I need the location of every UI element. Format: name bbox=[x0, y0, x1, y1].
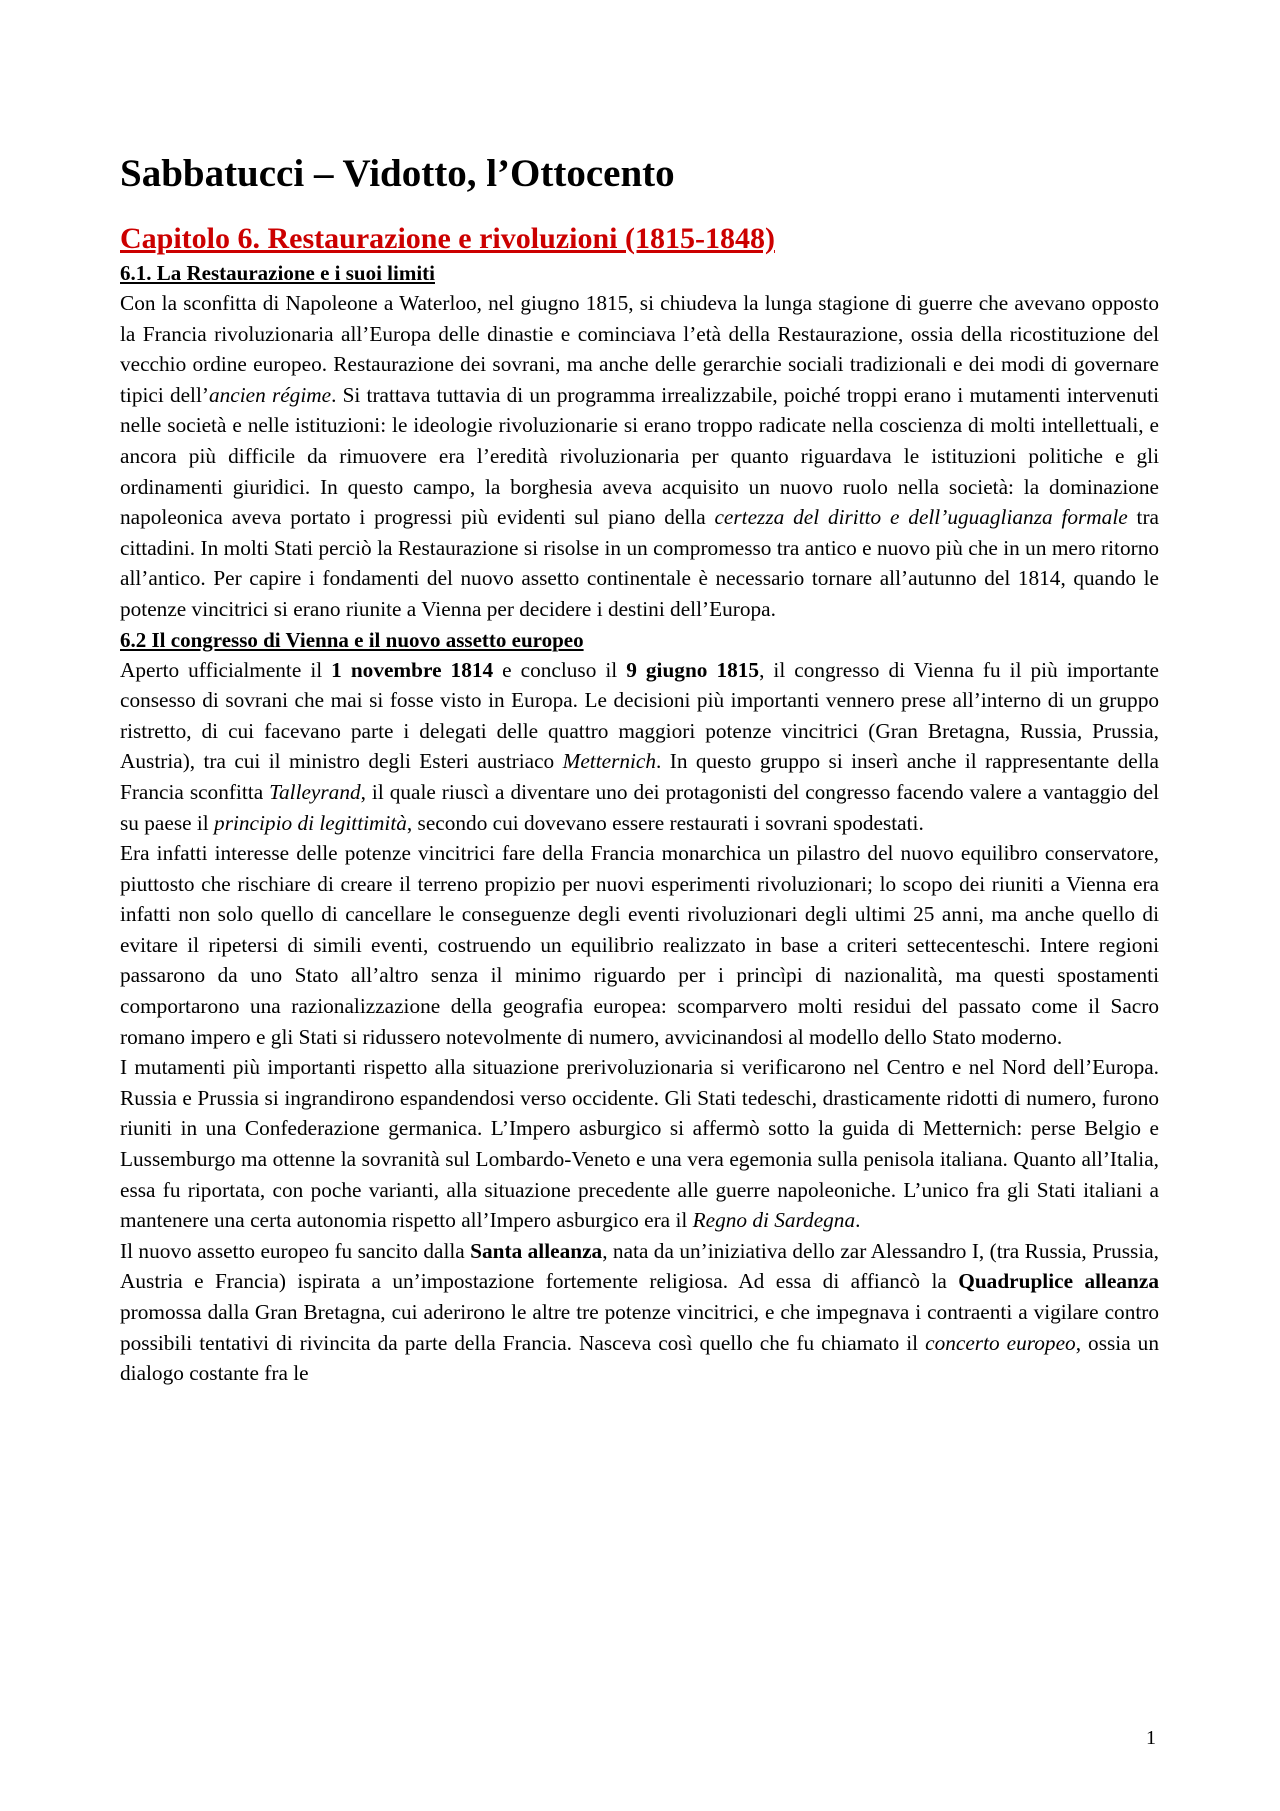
section-heading-6-2: 6.2 Il congresso di Vienna e il nuovo assetto europeo bbox=[120, 627, 584, 652]
paragraph: Era infatti interesse delle potenze vincitrici fare della Francia monarchica un pilastro del nuovo equilibro conservatore, piuttosto che rischiare di creare il terreno propizio per nuovi esperimenti rivoluzionari; lo scopo dei riuniti a Vienna era infatti non solo quello di cancellare le conseguenze degli eventi rivoluzionari degli ultimi 25 anni, ma anche quello di evitare il ripetersi di simili eventi, costruendo un equilibrio realizzato in base a criteri settecenteschi. Intere regioni passarono da uno Stato all’altro senza il minimo riguardo per i princìpi di nazionalità, ma questi spostamenti comportarono una razionalizzazione della geografia europea: scomparvero molti residui del passato come il Sacro romano impero e gli Stati si ridussero notevolmente di numero, avvicinandosi al modello dello Stato moderno. bbox=[120, 841, 1159, 1049]
chapter-heading: Capitolo 6. Restaurazione e rivoluzioni (1815-1848) bbox=[120, 222, 775, 255]
document-page bbox=[120, 150, 1159, 1389]
paragraph: Il nuovo assetto europeo fu sancito dalla Santa alleanza, nata da un’iniziativa dello zar Alessandro I, (tra Russia, Prussia, Austria e Francia) ispirata a un’impostazione fortemente religiosa. Ad essa di affiancò la Quadruplice alleanza promossa dalla Gran Bretagna, cui aderirono le altre tre potenze vincitrici, e che impegnava i contraenti a vigilare contro possibili tentativi di rivincita da parte della Francia. Nasceva così quello che fu chiamato il concerto europeo, ossia un dialogo costante fra le bbox=[120, 1238, 1160, 1386]
document-title: Sabbatucci – Vidotto, l’Ottocento bbox=[120, 152, 675, 195]
page-number: 1 bbox=[1146, 1727, 1156, 1749]
paragraph: Aperto ufficialmente il 1 novembre 1814 e concluso il 9 giugno 1815, il congresso di Vienna fu il più importante consesso di sovrani che mai si fosse visto in Europa. Le decisioni più importanti vennero prese all’interno di un gruppo ristretto, di cui facevano parte i delegati delle quattro maggiori potenze vincitrici (Gran Bretagna, Russia, Prussia, Austria), tra cui il ministro degli Esteri austriaco Metternich. In questo gruppo si inserì anche il rappresentante della Francia sconfitta Talleyrand, il quale riuscì a diventare uno dei protagonisti del congresso facendo valere a vantaggio del su paese il principio di legittimità, secondo cui dovevano essere restaurati i sovrani spodestati. bbox=[120, 657, 1160, 835]
paragraph: Con la sconfitta di Napoleone a Waterloo, nel giugno 1815, si chiudeva la lunga stagione di guerre che avevano opposto la Francia rivoluzionaria all’Europa delle dinastie e cominciava l’età della Restaurazione, ossia della ricostituzione del vecchio ordine europeo. Restaurazione dei sovrani, ma anche delle gerarchie sociali tradizionali e dei modi di governare tipici dell’ancien régime. Si trattava tuttavia di un programma irrealizzabile, poiché troppi erano i mutamenti intervenuti nelle società e nelle istituzioni: le ideologie rivoluzionarie si erano troppo radicate nella coscienza di molti intellettuali, e ancora più difficile da rimuovere era l’eredità rivoluzionaria per quanto riguardava le istituzioni politiche e gli ordinamenti giuridici. In questo campo, la borghesia aveva acquisito un nuovo ruolo nella società: la dominazione napoleonica aveva portato i progressi più evidenti sul piano della certezza del diritto e dell’uguaglianza formale tra cittadini. In molti Stati perciò la Restaurazione si risolse in un compromesso tra antico e nuovo più che in un mero ritorno all’antico. Per capire i fondamenti del nuovo assetto continentale è necessario tornare all’autunno del 1814, quando le potenze vincitrici si erano riunite a Vienna per decidere i destini dell’Europa. bbox=[120, 291, 1159, 621]
paragraph: I mutamenti più importanti rispetto alla situazione prerivoluzionaria si verificarono nel Centro e nel Nord dell’Europa. Russia e Prussia si ingrandirono espandendosi verso occidente. Gli Stati tedeschi, drasticamente ridotti di numero, furono riuniti in una Confederazione germanica. L’Impero asburgico si affermò sotto la guida di Metternich: perse Belgio e Lussemburgo ma ottenne la sovranità sul Lombardo-Veneto e una vera egemonia sulla penisola italiana. Quanto all’Italia, essa fu riportata, con poche varianti, alla situazione precedente alle guerre napoleoniche. L’unico fra gli Stati italiani a mantenere una certa autonomia rispetto all’Impero asburgico era il Regno di Sardegna. bbox=[120, 1055, 1159, 1233]
section-heading-6-1: 6.1. La Restaurazione e i suoi limiti bbox=[120, 261, 435, 285]
